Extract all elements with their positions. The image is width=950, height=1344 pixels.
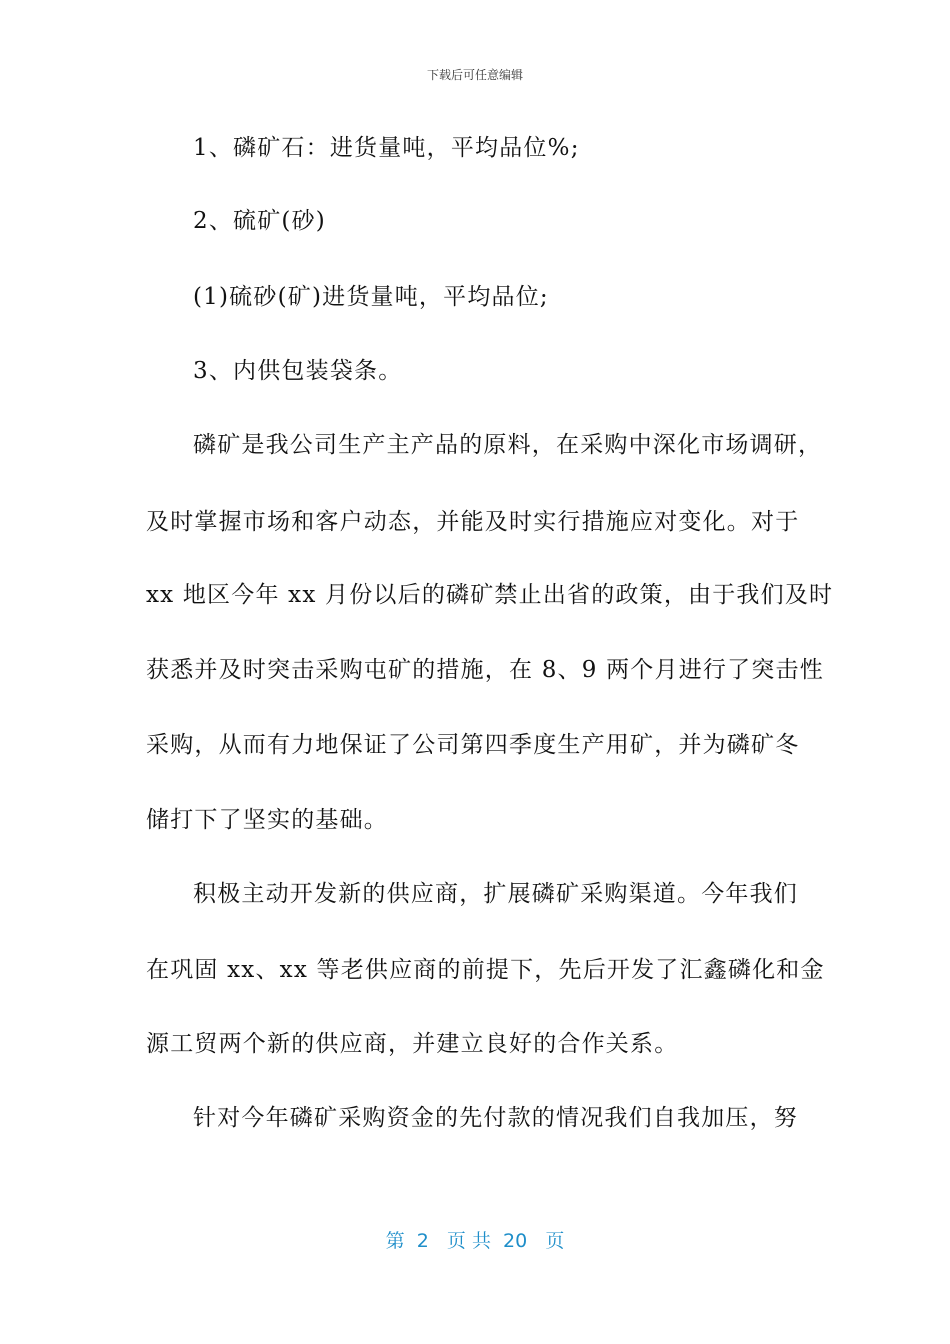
text-line: 3、内供包装袋条。	[193, 358, 403, 384]
text-line: 源工贸两个新的供应商，并建立良好的合作关系。	[146, 1031, 679, 1057]
text-line: 获悉并及时突击采购屯矿的措施，在 8、9 两个月进行了突击性	[146, 657, 824, 683]
text-line: 针对今年磷矿采购资金的先付款的情况我们自我加压，努	[193, 1105, 798, 1131]
text-line: xx 地区今年 xx 月份以后的磷矿禁止出省的政策，由于我们及时	[146, 582, 834, 608]
text-line: 采购，从而有力地保证了公司第四季度生产用矿，并为磷矿冬	[146, 732, 800, 758]
text-line: 在巩固 xx、xx 等老供应商的前提下，先后开发了汇鑫磷化和金	[146, 957, 825, 983]
text-line: (1)硫砂(矿)进货量吨，平均品位;	[193, 284, 549, 310]
text-line: 及时掌握市场和客户动态，并能及时实行措施应对变化。对于	[146, 509, 800, 535]
text-line: 1、磷矿石：进货量吨，平均品位%;	[193, 135, 580, 161]
text-line: 磷矿是我公司生产主产品的原料，在采购中深化市场调研，	[193, 432, 823, 458]
text-line: 2、硫矿(砂)	[193, 208, 326, 234]
page-number-footer: 第 2 页 共 20 页	[385, 1230, 565, 1252]
text-line: 储打下了坚实的基础。	[146, 807, 388, 833]
text-line: 积极主动开发新的供应商，扩展磷矿采购渠道。今年我们	[193, 881, 798, 907]
header-note: 下载后可任意编辑	[426, 68, 523, 82]
